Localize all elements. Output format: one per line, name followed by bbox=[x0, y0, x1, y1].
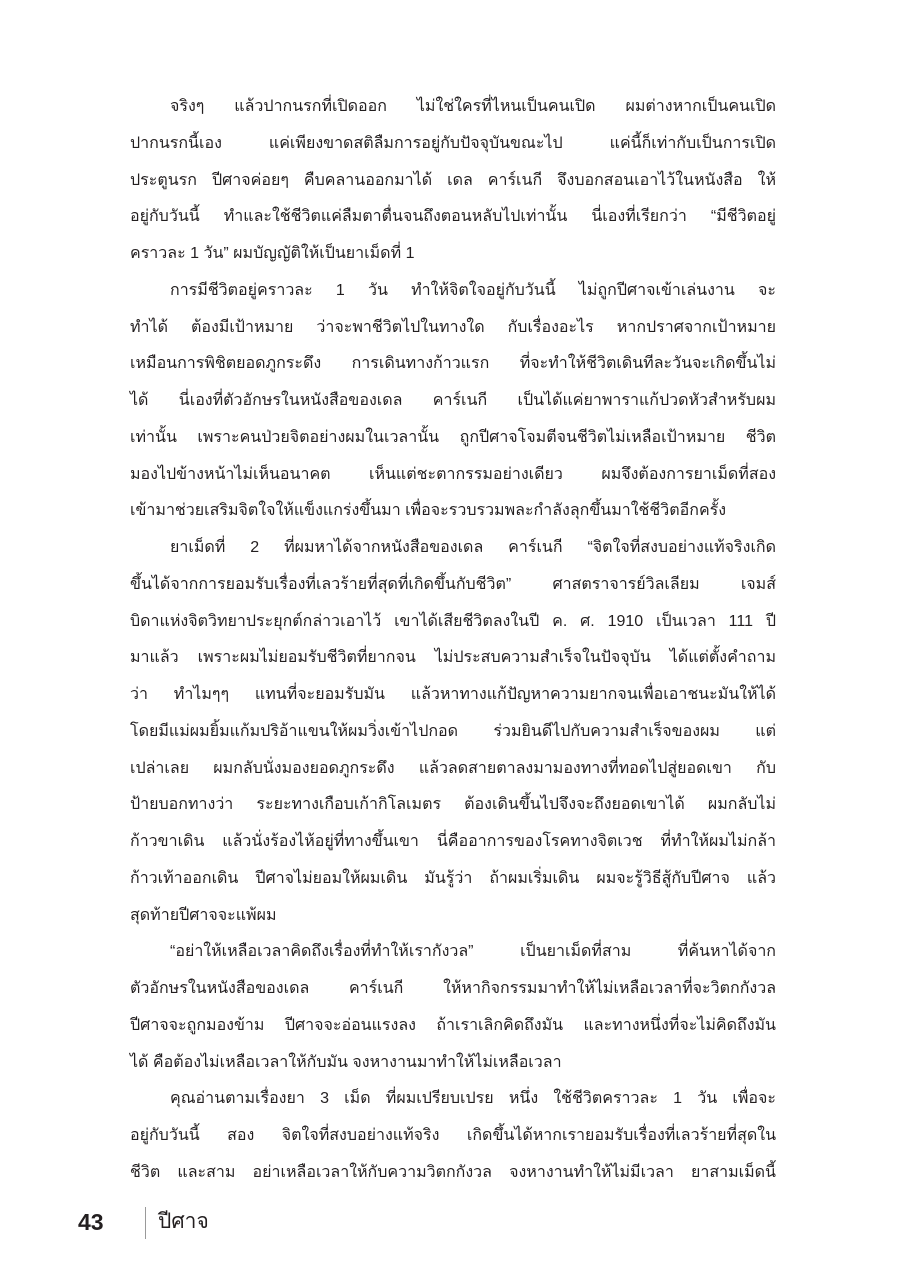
text-line: “อย่าให้เหลือเวลาคิดถึงเรื่องที่ทำให้เรากังวล” เป็นยาเม็ดที่สาม ที่ค้นหาได้จาก bbox=[170, 943, 776, 961]
text-line: เท่านั้น เพราะคนป่วยจิตอย่างผมในเวลานั้น ถูกปีศาจโจมตีจนชีวิตไม่เหลือเป้าหมาย ชีวิต bbox=[130, 428, 776, 446]
text-line: ประตูนรก ปีศาจค่อยๆ คืบคลานออกมาได้ เดล คาร์เนกี จึงบอกสอนเอาไว้ในหนังสือ ให้ bbox=[130, 171, 776, 189]
text-line: ชีวิต และสาม อย่าเหลือเวลาให้กับความวิตกกังวล จงหางานทำให้ไม่มีเวลา ยาสามเม็ดนี้ bbox=[130, 1163, 776, 1181]
text-line: ป้ายบอกทางว่า ระยะทางเกือบเก้ากิโลเมตร ต้องเดินขึ้นไปจึงจะถึงยอดเขาได้ ผมกลับไม่ bbox=[130, 796, 776, 814]
text-line: ก้าวเท้าออกเดิน ปีศาจไม่ยอมให้ผมเดิน มันรู้ว่า ถ้าผมเริ่มเดิน ผมจะรู้วิธีสู้กับปีศาจ แล้ว bbox=[130, 869, 777, 887]
text-line: เหมือนการพิชิตยอดภูกระดึง การเดินทางก้าวแรก ที่จะทำให้ชีวิตเดินทีละวันจะเกิดขึ้นไม่ bbox=[130, 355, 776, 373]
text-line: มาแล้ว เพราะผมไม่ยอมรับชีวิตที่ยากจน ไม่ประสบความสำเร็จในปัจจุบัน ได้แต่ตั้งคำถาม bbox=[130, 649, 776, 667]
text-line: คุณอ่านตามเรื่องยา 3 เม็ด ที่ผมเปรียบเปรย หนึ่ง ใช้ชีวิตคราวละ 1 วัน เพื่อจะ bbox=[170, 1090, 776, 1108]
text-line: การมีชีวิตอยู่คราวละ 1 วัน ทำให้จิตใจอยู่กับวันนี้ ไม่ถูกปีศาจเข้าเล่นงาน จะ bbox=[170, 281, 776, 299]
text-line: ว่า ทำไมๆๆ แทนที่จะยอมรับมัน แล้วหาทางแก้ปัญหาความยากจนเพื่อเอาชนะมันให้ได้ bbox=[130, 686, 776, 703]
text-line: ปีศาจจะถูกมองข้าม ปีศาจจะอ่อนแรงลง ถ้าเราเลิกคิดถึงมัน และทางหนึ่งที่จะไม่คิดถึงมัน bbox=[130, 1016, 776, 1034]
footer-divider bbox=[145, 1207, 146, 1239]
text-line: อยู่กับวันนี้ ทำและใช้ชีวิตแค่ลืมตาตื่นจนถึงตอนหลับไปเท่านั้น นี่เองที่เรียกว่า “มีชีวิตอยู่ bbox=[130, 208, 776, 226]
text-line: ก้าวขาเดิน แล้วนั่งร้องไห้อยู่ที่ทางขึ้นเขา นี่คืออาการของโรคทางจิตเวช ที่ทำให้ผมไม่กล้า bbox=[130, 833, 776, 850]
text-line: ยาเม็ดที่ 2 ที่ผมหาได้จากหนังสือของเดล คาร์เนกี “จิตใจที่สงบอย่างแท้จริงเกิด bbox=[170, 539, 776, 556]
text-line: ได้ คือต้องไม่เหลือเวลาให้กับมัน จงหางานมาทำให้ไม่เหลือเวลา bbox=[130, 1053, 562, 1071]
text-line: บิดาแห่งจิตวิทยาประยุกต์กล่าวเอาไว้ เขาได้เสียชีวิตลงในปี ค. ศ. 1910 เป็นเวลา 111 ปี bbox=[130, 612, 776, 630]
text-line: เข้ามาช่วยเสริมจิตใจให้แข็งแกร่งขึ้นมา เพื่อจะรวบรวมพละกำลังลุกขึ้นมาใช้ชีวิตอีกครั้ง bbox=[130, 502, 727, 520]
text-line: ทำได้ ต้องมีเป้าหมาย ว่าจะพาชีวิตไปในทางใด กับเรื่องอะไร หากปราศจากเป้าหมาย bbox=[130, 318, 776, 336]
text-line: ตัวอักษรในหนังสือของเดล คาร์เนกี ให้หากิจกรรมมาทำให้ไม่เหลือเวลาที่จะวิตกกังวล bbox=[130, 980, 776, 997]
paragraph bbox=[130, 89, 776, 273]
page-text-body bbox=[130, 89, 776, 1192]
text-line: เปล่าเลย ผมกลับนั่งมองยอดภูกระดึง แล้วลดสายตาลงมามองทางที่ทอดไปสู่ยอดเขา กับ bbox=[130, 759, 776, 777]
page-footer bbox=[0, 1200, 902, 1244]
text-line: คราวละ 1 วัน” ผมบัญญัติให้เป็นยาเม็ดที่ 1 bbox=[130, 245, 415, 262]
paragraph bbox=[130, 530, 776, 934]
text-line: ได้ นี่เองที่ตัวอักษรในหนังสือของเดล คาร์เนกี เป็นได้แค่ยาพาราแก้ปวดหัวสำหรับผม bbox=[130, 392, 776, 409]
text-line: มองไปข้างหน้าไม่เห็นอนาคต เห็นแต่ชะตากรรมอย่างเดียว ผมจึงต้องการยาเม็ดที่สอง bbox=[130, 465, 776, 483]
paragraph bbox=[130, 934, 776, 1081]
text-line: ขึ้นได้จากการยอมรับเรื่องที่เลวร้ายที่สุดที่เกิดขึ้นกับชีวิต” ศาสตราจารย์วิลเลียม เจมส์ bbox=[130, 575, 776, 593]
paragraph bbox=[130, 273, 776, 530]
text-line: สุดท้ายปีศาจจะแพ้ผม bbox=[130, 906, 277, 924]
paragraph bbox=[130, 1081, 776, 1191]
text-line: โดยมีแม่ผมยิ้มแก้มปริอ้าแขนให้ผมวิ่งเข้าไปกอด ร่วมยินดีไปกับความสำเร็จของผม แต่ bbox=[130, 722, 776, 740]
text-line: อยู่กับวันนี้ สอง จิตใจที่สงบอย่างแท้จริง เกิดขึ้นได้หากเรายอมรับเรื่องที่เลวร้ายที่สุดใน bbox=[130, 1127, 776, 1144]
text-line: ปากนรกนี้เอง แค่เพียงขาดสติลืมการอยู่กับปัจจุบันขณะไป แค่นี้ก็เท่ากับเป็นการเปิด bbox=[130, 134, 776, 152]
page-number: 43 bbox=[78, 1209, 104, 1235]
text-line: จริงๆ แล้วปากนรกที่เปิดออก ไม่ใช่ใครที่ไหนเป็นคนเปิด ผมต่างหากเป็นคนเปิด bbox=[170, 98, 776, 115]
running-title: ปีศาจ bbox=[158, 1210, 209, 1233]
